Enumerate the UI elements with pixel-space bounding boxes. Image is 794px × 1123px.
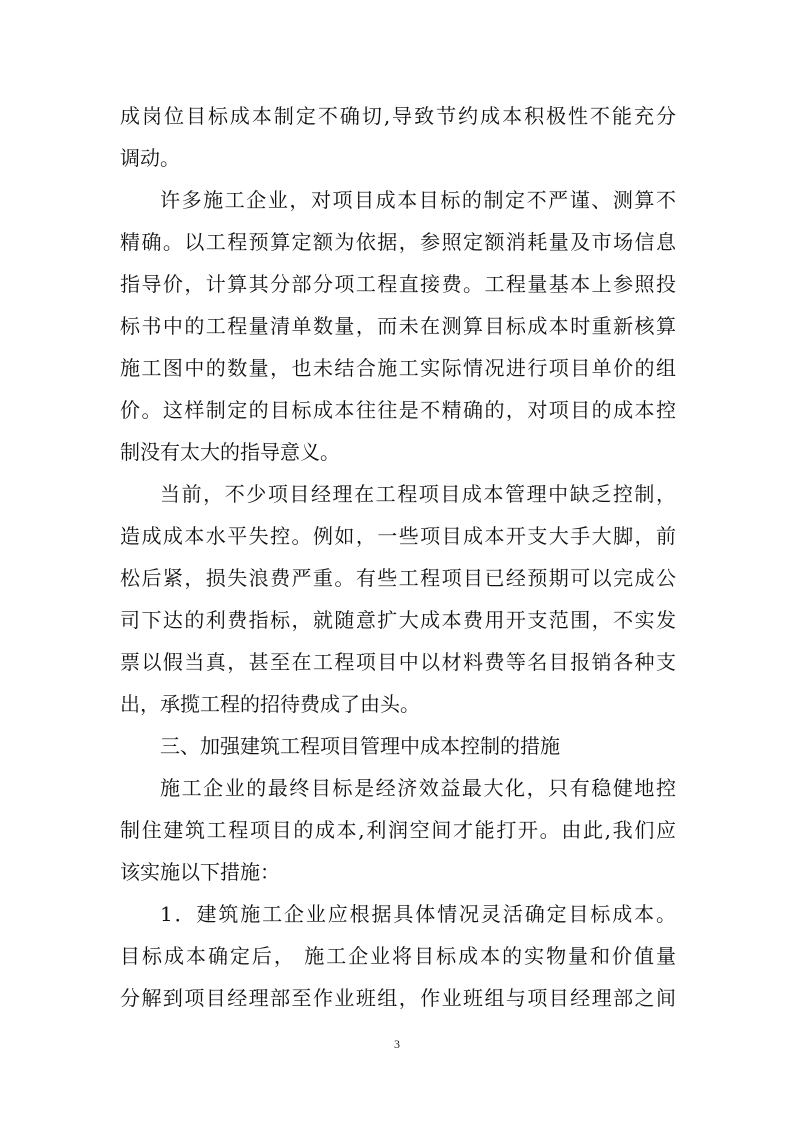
- text-line-2: 调动。: [120, 146, 180, 170]
- text-line-4: 精确。以工程预算定额为依据，参照定额消耗量及市场信息: [120, 230, 676, 254]
- text-line-21: 目标成本确定后， 施工企业将目标成本的实物量和价值量: [120, 944, 676, 968]
- paragraph-start-line-3: 许多施工企业，对项目成本目标的制定不严谨、测算不: [160, 188, 676, 212]
- text-line-19: 该实施以下措施：: [120, 860, 280, 884]
- text-line-22: 分解到项目经理部至作业班组，作业班组与项目经理部之间: [120, 986, 676, 1010]
- section-heading: 三、加强建筑工程项目管理中成本控制的措施: [160, 734, 560, 758]
- text-line-14: 票以假当真，甚至在工程项目中以材料费等名目报销各种支: [120, 650, 676, 674]
- text-line-6: 标书中的工程量清单数量，而未在测算目标成本时重新核算: [120, 314, 676, 338]
- text-line-9: 制没有太大的指导意义。: [120, 440, 340, 464]
- text-line-12: 松后紧，损失浪费严重。有些工程项目已经预期可以完成公: [120, 566, 676, 590]
- text-line-5: 指导价，计算其分部分项工程直接费。工程量基本上参照投: [120, 272, 676, 296]
- text-line-15: 出，承揽工程的招待费成了由头。: [120, 692, 420, 716]
- text-line-11: 造成成本水平失控。例如，一些项目成本开支大手大脚，前: [120, 524, 676, 548]
- text-line-13: 司下达的利费指标，就随意扩大成本费用开支范围，不实发: [120, 608, 676, 632]
- text-line-18: 制住建筑工程项目的成本,利润空间才能打开。由此,我们应: [120, 818, 676, 842]
- paragraph-start-line-10: 当前，不少项目经理在工程项目成本管理中缺乏控制，: [160, 482, 676, 506]
- text-line-7: 施工图中的数量，也未结合施工实际情况进行项目单价的组: [120, 356, 676, 380]
- text-line-1: 成岗位目标成本制定不确切,导致节约成本积极性不能充分: [120, 104, 676, 128]
- page-number: 3: [394, 1037, 400, 1051]
- text-line-8: 价。这样制定的目标成本往往是不精确的，对项目的成本控: [120, 398, 676, 422]
- paragraph-start-line-17: 施工企业的最终目标是经济效益最大化，只有稳健地控: [160, 776, 676, 800]
- numbered-item-1: 1．建筑施工企业应根据具体情况灵活确定目标成本。: [160, 902, 676, 926]
